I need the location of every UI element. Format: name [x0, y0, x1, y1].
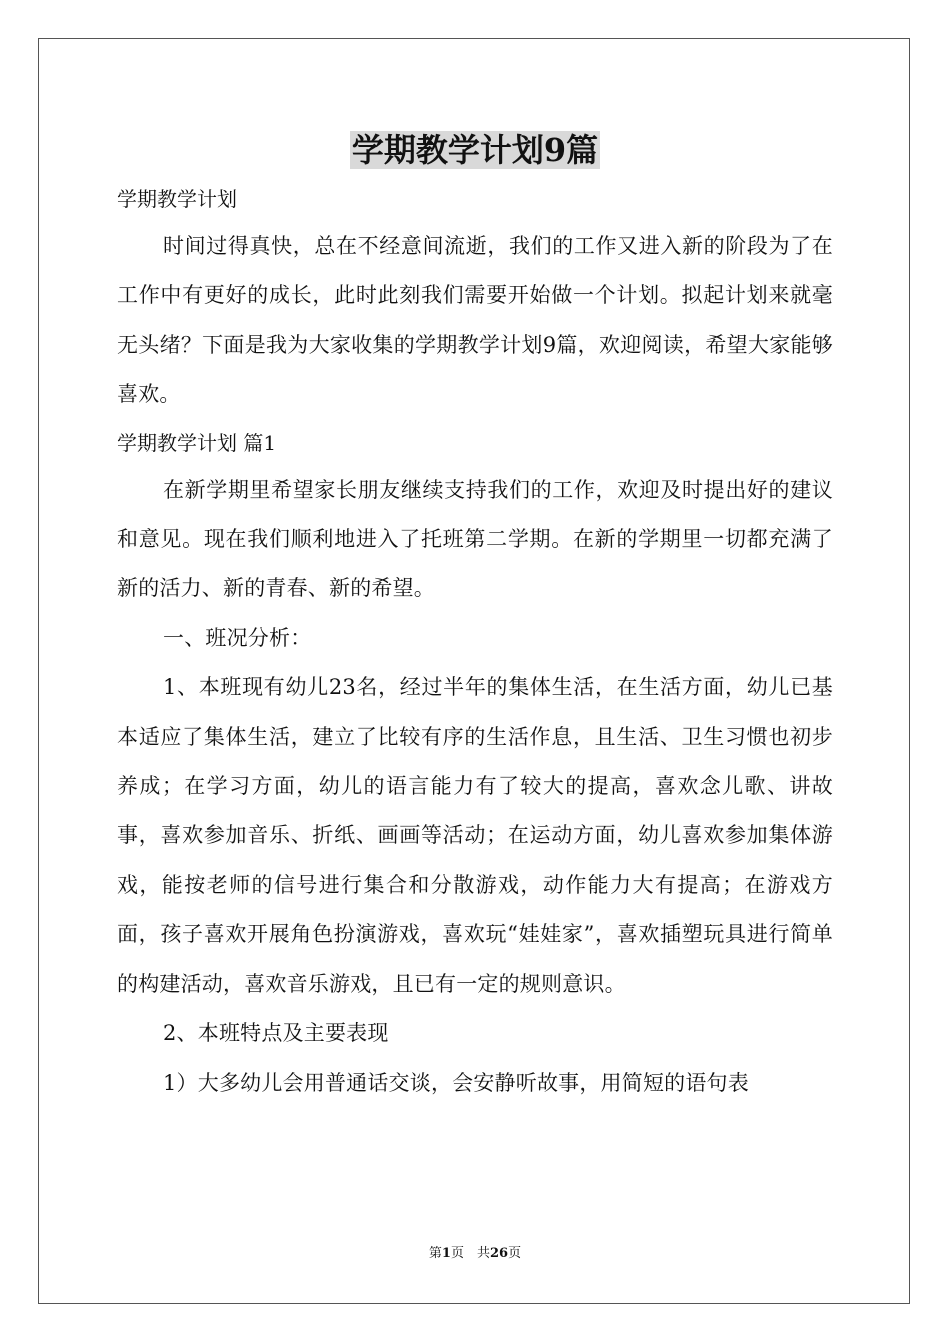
analysis-paragraph: 1、本班现有幼儿23名，经过半年的集体生活，在生活方面，幼儿已基本适应了集体生活，建立了比较有序的生活作息，且生活、卫生习惯也初步养成；在学习方面，幼儿的语言能力有了较大的提高，喜欢念儿歌、讲故事，喜欢参加音乐、折纸、画画等活动；在运动方面，幼儿喜欢参加集体游戏，能按老师的信号进行集合和分散游戏，动作能力大有提高；在游戏方面，孩子喜欢开展角色扮演游戏，喜欢玩“娃娃家”，喜欢插塑玩具进行简单的构建活动，喜欢音乐游戏，且已有一定的规则意识。	[117, 675, 833, 996]
footer-page-mid: 页 共	[450, 1246, 490, 1261]
document-body	[117, 178, 833, 1108]
subheading-class-analysis: 一、班况分析：	[163, 625, 312, 650]
subheading-class-features: 2、本班特点及主要表现	[163, 1021, 389, 1046]
footer-page-current: 1	[441, 1246, 451, 1261]
document-title-text: 学期教学计划9篇	[351, 131, 599, 169]
page-footer	[0, 1244, 950, 1264]
document-title	[0, 128, 950, 172]
footer-page-prefix: 第	[428, 1246, 442, 1261]
intro-paragraph: 时间过得真快，总在不经意间流逝，我们的工作又进入新的阶段为了在工作中有更好的成长，此时此刻我们需要开始做一个计划。拟起计划来就毫无头绪？下面是我为大家收集的学期教学计划9篇，欢迎阅读，希望大家能够喜欢。	[117, 234, 833, 407]
footer-page-total: 26	[489, 1246, 509, 1261]
section-heading: 学期教学计划 篇1	[117, 430, 277, 455]
footer-page-suffix: 页	[508, 1246, 522, 1261]
intro-heading: 学期教学计划	[117, 187, 237, 211]
section-paragraph: 在新学期里希望家长朋友继续支持我们的工作，欢迎及时提出好的建议和意见。现在我们顺利地进入了托班第二学期。在新的学期里一切都充满了新的活力、新的青春、新的希望。	[117, 477, 833, 601]
last-line: 1）大多幼儿会用普通话交谈，会安静听故事，用简短的语句表	[163, 1070, 749, 1095]
